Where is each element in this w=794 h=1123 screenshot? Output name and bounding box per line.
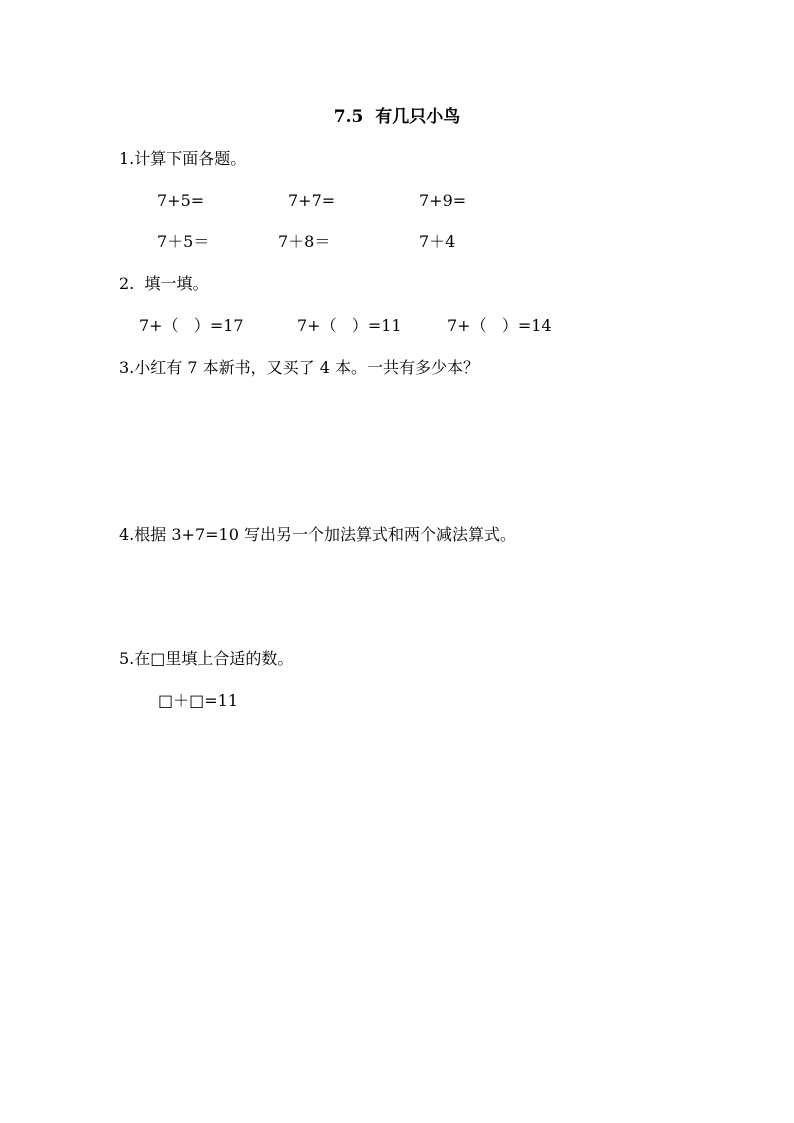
q1-row2-item2: 7＋8＝ [278, 232, 331, 251]
q5-expression: □＋□=11 [158, 691, 239, 710]
question-3-heading: 3.小红有 7 本新书，又买了 4 本。一共有多少本？ [119, 358, 479, 377]
q2-item2: 7+（ ）=11 [297, 316, 402, 335]
q1-row2-item1: 7＋5＝ [157, 232, 210, 251]
q2-item1: 7+（ ）=17 [139, 316, 244, 335]
q1-row1-item2: 7+7= [288, 191, 336, 210]
question-1-heading: 1.计算下面各题。 [119, 149, 247, 168]
question-2-heading: 2. 填一填。 [119, 274, 209, 293]
q1-row1-item1: 7+5= [157, 191, 205, 210]
q1-row2-item3: 7＋4 [419, 232, 456, 251]
question-4-heading: 4.根据 3+7=10 写出另一个加法算式和两个减法算式。 [119, 525, 516, 544]
q1-row1-item3: 7+9= [419, 191, 467, 210]
page-title: 7.5 有几只小鸟 [333, 107, 461, 127]
q2-item3: 7+（ ）=14 [447, 316, 552, 335]
question-5-heading: 5.在□里填上合适的数。 [119, 649, 294, 668]
